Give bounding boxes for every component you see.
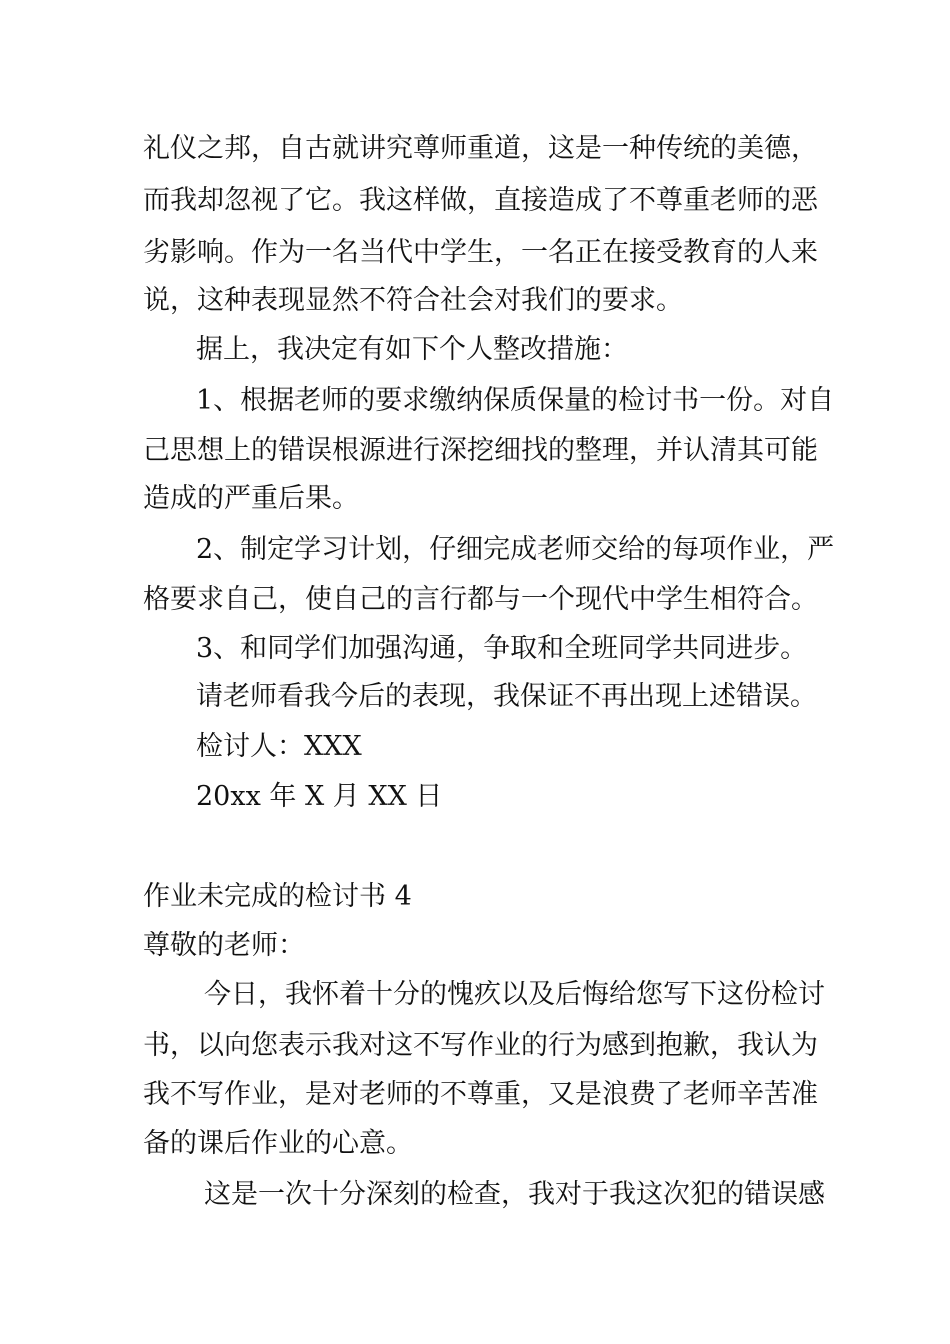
list-item-1: 1、根据老师的要求缴纳保质保量的检讨书一份。对自 (196, 385, 835, 416)
closing-statement: 请老师看我今后的表现，我保证不再出现上述错误。 (196, 681, 817, 712)
list-item-3: 3、和同学们加强沟通，争取和全班同学共同进步。 (196, 633, 808, 664)
body-text-line: 今日，我怀着十分的愧疚以及后悔给您写下这份检讨 (204, 979, 825, 1010)
body-text-line: 己思想上的错误根源进行深挖细找的整理，并认清其可能 (143, 435, 818, 466)
body-text-line: 书，以向您表示我对这不写作业的行为感到抱歉，我认为 (143, 1030, 818, 1061)
body-text-line: 据上，我决定有如下个人整改措施： (196, 334, 628, 365)
body-text-line: 说，这种表现显然不符合社会对我们的要求。 (143, 285, 683, 316)
body-text-line: 这是一次十分深刻的检查，我对于我这次犯的错误感 (204, 1179, 825, 1210)
body-text-line: 礼仪之邦，自古就讲究尊师重道，这是一种传统的美德， (143, 133, 818, 164)
section-title: 作业未完成的检讨书 4 (143, 881, 412, 912)
body-text-line: 劣影响。作为一名当代中学生，一名正在接受教育的人来 (143, 237, 818, 268)
date-line: 20xx 年 X 月 XX 日 (196, 781, 443, 812)
signature-line: 检讨人：XXX (196, 731, 362, 762)
body-text-line: 而我却忽视了它。我这样做，直接造成了不尊重老师的恶 (143, 185, 818, 216)
body-text-line: 造成的严重后果。 (143, 483, 359, 514)
body-text-line: 格要求自己，使自己的言行都与一个现代中学生相符合。 (143, 584, 818, 615)
list-item-2: 2、制定学习计划，仔细完成老师交给的每项作业，严 (196, 534, 835, 565)
body-text-line: 我不写作业，是对老师的不尊重，又是浪费了老师辛苦准 (143, 1079, 818, 1110)
salutation: 尊敬的老师： (143, 930, 305, 961)
body-text-line: 备的课后作业的心意。 (143, 1128, 413, 1159)
